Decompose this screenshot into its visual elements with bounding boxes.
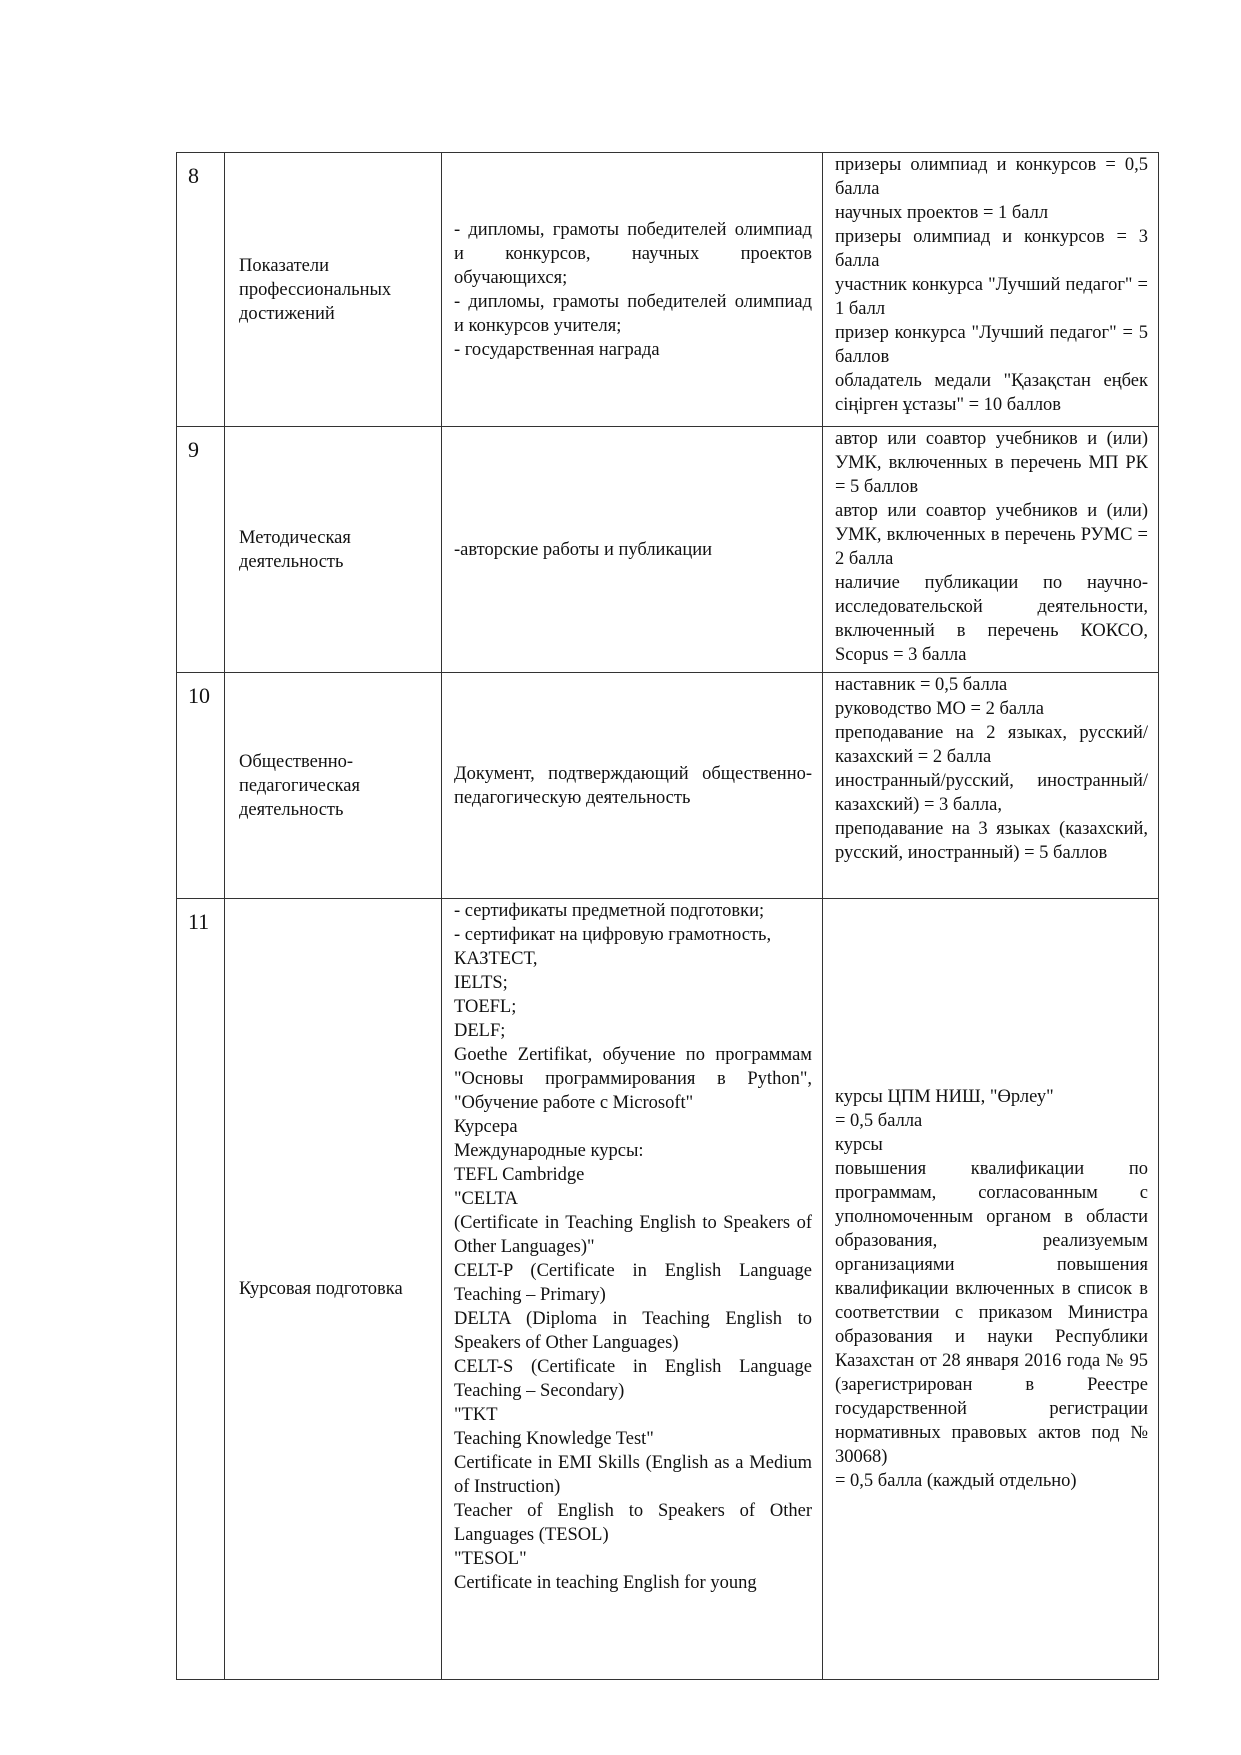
document-item: Certificate in EMI Skills (English as a Medium of Instruction) <box>454 1453 812 1497</box>
criterion-scores <box>823 427 1159 673</box>
criterion-documents <box>442 899 823 1680</box>
score-item: наставник = 0,5 балла <box>835 675 1008 695</box>
score-item: преподавание на 2 языках, русский/казахский = 2 балла <box>835 723 1148 767</box>
score-item: курсы <box>835 1135 883 1155</box>
row-number: 8 <box>177 153 225 427</box>
criterion-name: Методическая деятельность <box>225 427 442 673</box>
criterion-documents <box>442 673 823 899</box>
score-item: призеры олимпиад и конкурсов = 3 балла <box>835 227 1148 271</box>
document-item: CELT-P (Certificate in English Language Teaching – Primary) <box>454 1261 812 1305</box>
score-item: курсы ЦПМ НИШ, "Өрлеу" <box>835 1087 1054 1107</box>
score-item: = 0,5 балла <box>835 1111 923 1131</box>
document-item: - дипломы, грамоты победителей олимпиад и конкурсов, научных проектов обучающихся; <box>454 219 812 288</box>
document-item: Курсера <box>454 1117 518 1137</box>
document-item: КАЗТЕСТ, <box>454 949 538 969</box>
score-item: призер конкурса "Лучший педагог" = 5 баллов <box>835 323 1148 367</box>
document-item: - дипломы, грамоты победителей олимпиад и конкурсов учителя; <box>454 291 812 336</box>
document-item: "CELTA <box>454 1189 518 1209</box>
document-item: - сертификаты предметной подготовки; <box>454 901 765 921</box>
document-item: Goethe Zertifikat, обучение по программам "Основы программирования в Python", "Обучение работе с Microsoft" <box>454 1045 812 1113</box>
row-number: 9 <box>177 427 225 673</box>
document-item: Certificate in teaching English for young <box>454 1573 757 1593</box>
criteria-table <box>176 152 1159 1680</box>
criterion-scores <box>823 899 1159 1680</box>
score-item: призеры олимпиад и конкурсов = 0,5 балла <box>835 155 1148 199</box>
score-item: автор или соавтор учебников и (или) УМК, включенных в перечень РУМС = 2 балла <box>835 501 1148 569</box>
row-number: 10 <box>177 673 225 899</box>
document-item: DELTA (Diploma in Teaching English to Speakers of Other Languages) <box>454 1309 812 1353</box>
document-item: Teacher of English to Speakers of Other Languages (TESOL) <box>454 1501 812 1545</box>
document-item: TOEFL; <box>454 997 517 1017</box>
table-row <box>177 427 1159 673</box>
score-item: автор или соавтор учебников и (или) УМК, включенных в перечень МП РК = 5 баллов <box>835 429 1148 497</box>
criterion-scores <box>823 153 1159 427</box>
document-item: DELF; <box>454 1021 506 1041</box>
document-item: (Certificate in Teaching English to Speakers of Other Languages)" <box>454 1213 812 1257</box>
criterion-scores <box>823 673 1159 899</box>
document-item: "TKT <box>454 1405 498 1425</box>
score-item: участник конкурса "Лучший педагог" = 1 балл <box>835 275 1148 319</box>
row-number: 11 <box>177 899 225 1680</box>
criterion-documents <box>442 427 823 673</box>
table-row <box>177 153 1159 427</box>
document-item: CELT-S (Certificate in English Language Teaching – Secondary) <box>454 1357 812 1401</box>
score-item: преподавание на 3 языках (казахский, русский, иностранный) = 5 баллов <box>835 819 1148 863</box>
table-row <box>177 673 1159 899</box>
document-item: "TESOL" <box>454 1549 527 1569</box>
document-item: Документ, подтверждающий общественно-педагогическую деятельность <box>454 763 812 808</box>
criterion-documents <box>442 153 823 427</box>
score-item: научных проектов = 1 балл <box>835 203 1049 223</box>
table-row <box>177 899 1159 1680</box>
document-item: Teaching Knowledge Test" <box>454 1429 654 1449</box>
score-item: иностранный/русский, иностранный/казахский) = 3 балла, <box>835 771 1148 815</box>
criterion-name: Курсовая подготовка <box>225 899 442 1680</box>
document-item: - государственная награда <box>454 339 660 360</box>
score-item: наличие публикации по научно-исследовательской деятельности, включенный в перечень КОКСО, Scopus = 3 балла <box>835 573 1148 665</box>
score-item: обладатель медали "Қазақстан еңбек сіңірген ұстазы" = 10 баллов <box>835 371 1148 415</box>
score-item: повышения квалификации по программам, согласованным с уполномоченным органом в области образования, реализуемым организациями повышения квалификации включенных в список в соответствии с приказом Министра образования и науки Республики Казахстан от 28 января 2016 года № 95 (зарегистрирован в Реестре государственной регистрации нормативных правовых актов под № 30068) <box>835 1159 1148 1467</box>
criterion-name: Общественно-педагогическая деятельность <box>225 673 442 899</box>
score-item: руководство МО = 2 балла <box>835 699 1044 719</box>
criterion-name: Показатели профессиональных достижений <box>225 153 442 427</box>
document-item: -авторские работы и публикации <box>454 539 713 560</box>
document-item: TEFL Cambridge <box>454 1165 585 1185</box>
document-item: IELTS; <box>454 973 508 993</box>
document-item: - сертификат на цифровую грамотность, <box>454 925 772 945</box>
score-item: = 0,5 балла (каждый отдельно) <box>835 1471 1077 1491</box>
documents-list <box>454 899 812 1679</box>
document-item: Международные курсы: <box>454 1141 644 1161</box>
